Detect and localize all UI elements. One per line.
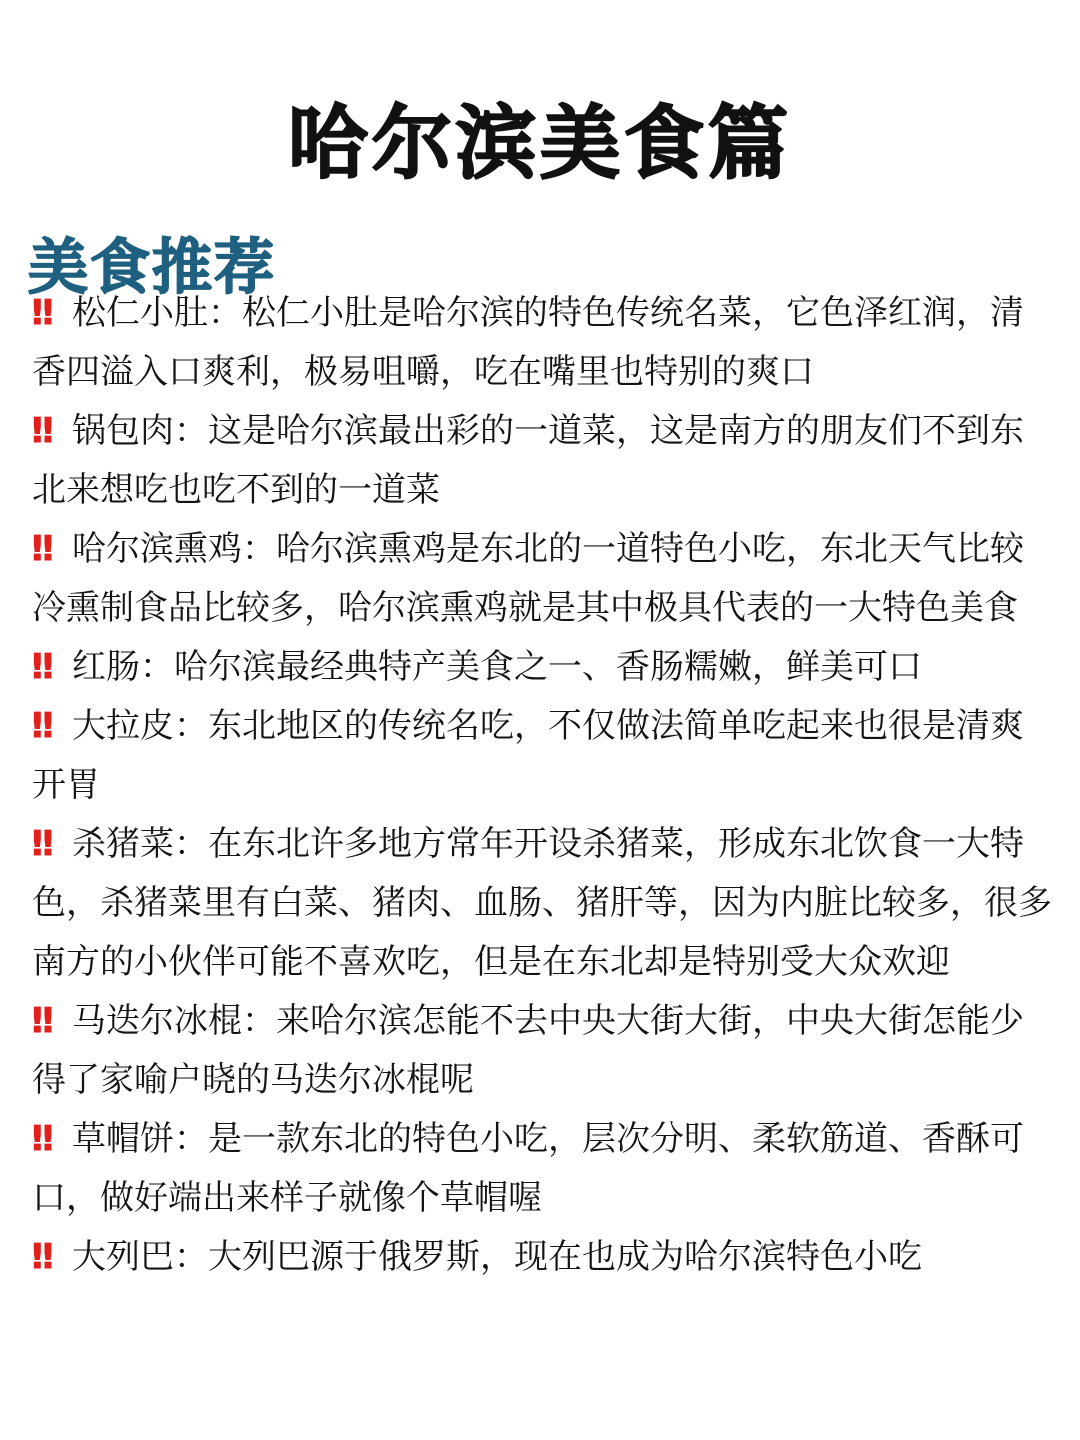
food-item-dalapi (32, 697, 1052, 815)
food-item-guobaorou (32, 402, 1052, 520)
food-name: 哈尔滨熏鸡 (72, 529, 242, 569)
double-exclamation-icon: ‼ (32, 706, 48, 746)
food-item-songren-xiaodu (32, 284, 1052, 402)
food-name: 马迭尔冰棍 (72, 1001, 242, 1041)
food-name: 杀猪菜 (72, 824, 174, 864)
food-item-caomaobing (32, 1110, 1052, 1228)
food-name: 大列巴 (72, 1237, 174, 1277)
food-description: 在东北许多地方常年开设杀猪菜，形成东北饮食一大特色，杀猪菜里有白菜、猪肉、血肠、猪肝等，因为内脏比较多，很多南方的小伙伴可能不喜欢吃，但是在东北却是特别受大众欢迎 (32, 824, 1052, 982)
double-exclamation-icon: ‼ (32, 824, 48, 864)
separator: ： (174, 824, 208, 864)
separator: ： (140, 647, 174, 687)
section-heading: 美食推荐 (28, 232, 276, 303)
double-exclamation-icon: ‼ (32, 411, 48, 451)
double-exclamation-icon: ‼ (32, 647, 48, 687)
food-description: 这是哈尔滨最出彩的一道菜，这是南方的朋友们不到东北来想吃也吃不到的一道菜 (32, 411, 1024, 510)
double-exclamation-icon: ‼ (32, 529, 48, 569)
food-item-xunji (32, 520, 1052, 638)
food-item-shazhucai (32, 815, 1052, 992)
food-list (32, 284, 1052, 1287)
food-description: 哈尔滨熏鸡是东北的一道特色小吃，东北天气比较冷熏制食品比较多，哈尔滨熏鸡就是其中极具代表的一大特色美食 (32, 529, 1024, 628)
double-exclamation-icon: ‼ (32, 1237, 48, 1277)
food-name: 大拉皮 (72, 706, 174, 746)
separator: ： (174, 706, 208, 746)
food-name: 锅包肉 (72, 411, 174, 451)
double-exclamation-icon: ‼ (32, 1119, 48, 1159)
page-title: 哈尔滨美食篇 (288, 96, 792, 190)
separator: ： (174, 1237, 208, 1277)
food-item-madieer-bingun (32, 992, 1052, 1110)
food-name: 草帽饼 (72, 1119, 174, 1159)
food-description: 大列巴源于俄罗斯，现在也成为哈尔滨特色小吃 (208, 1237, 922, 1277)
food-description: 来哈尔滨怎能不去中央大街大街，中央大街怎能少得了家喻户晓的马迭尔冰棍呢 (32, 1001, 1024, 1100)
separator: ： (242, 529, 276, 569)
separator: ： (174, 1119, 208, 1159)
food-name: 红肠 (72, 647, 140, 687)
food-item-hongchang (32, 638, 1052, 697)
double-exclamation-icon: ‼ (32, 1001, 48, 1041)
food-description: 哈尔滨最经典特产美食之一、香肠糯嫩，鲜美可口 (174, 647, 922, 687)
separator: ： (174, 411, 208, 451)
food-description: 松仁小肚是哈尔滨的特色传统名菜，它色泽红润，清香四溢入口爽利，极易咀嚼，吃在嘴里也特别的爽口 (32, 293, 1024, 392)
separator: ： (242, 1001, 276, 1041)
separator: ： (208, 293, 242, 333)
food-description: 东北地区的传统名吃，不仅做法简单吃起来也很是清爽开胃 (32, 706, 1024, 805)
double-exclamation-icon: ‼ (32, 293, 48, 333)
food-description: 是一款东北的特色小吃，层次分明、柔软筋道、香酥可口，做好端出来样子就像个草帽喔 (32, 1119, 1024, 1218)
food-name: 松仁小肚 (72, 293, 208, 333)
food-item-dalieba (32, 1228, 1052, 1287)
